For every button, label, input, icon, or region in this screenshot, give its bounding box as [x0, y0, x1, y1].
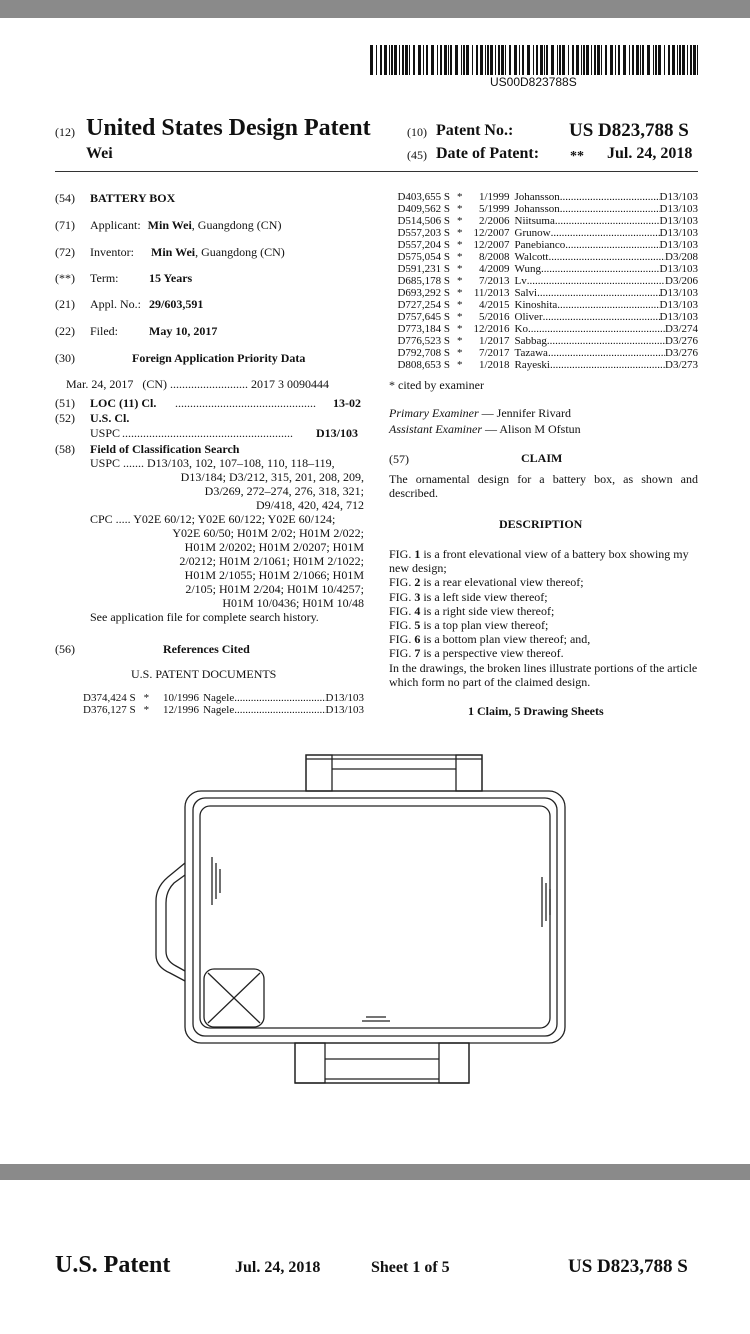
- reference-row: [388, 203, 698, 215]
- barcode-bar: [546, 45, 548, 75]
- ref-name: Sabbag: [514, 335, 547, 347]
- broken-lines-note: In the drawings, the broken lines illustrate portions of the article which form no part of the claimed design.: [389, 660, 698, 689]
- description-heading: DESCRIPTION: [499, 517, 583, 531]
- ref-class: D13/103: [659, 227, 698, 239]
- barcode-bar: [505, 45, 506, 75]
- ref-class: D13/103: [325, 692, 364, 704]
- barcode-bar: [480, 45, 483, 75]
- ref-dots: [551, 227, 660, 239]
- ref-mark: *: [457, 335, 463, 347]
- barcode-bar: [440, 45, 442, 75]
- barcode-bar: [687, 45, 688, 75]
- inventor-name: Min Wei: [151, 245, 196, 259]
- barcode-bar: [399, 45, 400, 75]
- ref-number: D792,708 S: [397, 347, 450, 359]
- barcode-bar: [418, 45, 421, 75]
- ref-date: 12/2007: [473, 227, 510, 239]
- code-22: (22): [55, 324, 75, 338]
- barcode-bar: [536, 45, 538, 75]
- barcode-bar: [380, 45, 382, 75]
- ref-mark: *: [457, 275, 463, 287]
- ref-date: 11/2013: [473, 287, 510, 299]
- ref-number: D685,178 S: [397, 275, 450, 287]
- ref-dots: [234, 692, 325, 704]
- priority-line: Mar. 24, 2017 (CN) .......................... 2017 3 0090444: [66, 377, 329, 391]
- barcode-bar: [557, 45, 558, 75]
- field-heading: Field of Classification Search: [90, 442, 240, 456]
- ref-number: D409,562 S: [397, 203, 450, 215]
- uspc-dots: .........................................................: [122, 426, 293, 440]
- ref-dots: [547, 335, 665, 347]
- barcode-bar: [402, 45, 404, 75]
- ref-name: Kinoshita: [514, 299, 558, 311]
- ref-class: D13/103: [659, 287, 698, 299]
- inventor-place: , Guangdong (CN): [195, 245, 285, 259]
- ref-class: D13/103: [659, 203, 698, 215]
- ref-date: 12/2007: [473, 239, 510, 251]
- barcode-bar: [444, 45, 447, 75]
- field-line: H01M 10/0436; H01M 10/48: [222, 596, 364, 610]
- barcode-bar: [594, 45, 596, 75]
- ref-date: 1/2017: [478, 335, 510, 347]
- ref-number: D776,523 S: [397, 335, 450, 347]
- ref-name: Oliver: [514, 311, 543, 323]
- barcode-bar: [405, 45, 408, 75]
- ref-mark: *: [143, 704, 150, 716]
- barcode-bar: [640, 45, 641, 75]
- code-72: (72): [55, 245, 75, 259]
- barcode-bar: [601, 45, 602, 75]
- reference-row: [388, 359, 698, 371]
- barcode-bar: [572, 45, 574, 75]
- barcode-bar: [476, 45, 478, 75]
- ref-date: 5/2016: [478, 311, 510, 323]
- barcode-bar: [583, 45, 585, 75]
- barcode-bar: [384, 45, 387, 75]
- barcode-bar: [682, 45, 685, 75]
- ref-class: D13/103: [325, 704, 364, 716]
- barcode-bar: [533, 45, 534, 75]
- field-of-search-block: [90, 456, 364, 624]
- ref-date: 4/2015: [478, 299, 510, 311]
- fig-line: FIG. 3 is a left side view thereof;: [389, 589, 548, 604]
- reference-row: [388, 323, 698, 335]
- ref-date: 12/1996: [163, 704, 200, 716]
- reference-row: [83, 692, 364, 704]
- code-45: (45): [407, 148, 427, 162]
- barcode-bar: [485, 45, 486, 75]
- ref-date: 8/2008: [478, 251, 510, 263]
- code-30: (30): [55, 351, 75, 365]
- reference-row: [388, 311, 698, 323]
- applicant-label: Applicant:: [90, 218, 141, 232]
- ref-dots: [560, 203, 660, 215]
- ref-class: D3/208: [665, 251, 698, 263]
- barcode-bar: [679, 45, 681, 75]
- battery-box-drawing: [150, 745, 600, 1095]
- ref-number: D693,292 S: [397, 287, 450, 299]
- barcode-bar: [455, 45, 458, 75]
- barcode-bar: [463, 45, 465, 75]
- ref-number: D557,203 S: [397, 227, 450, 239]
- field-line: D3/269, 272–274, 276, 318, 321;: [204, 484, 364, 498]
- ref-dots: [548, 347, 665, 359]
- barcode-bar: [450, 45, 452, 75]
- barcode-bar: [605, 45, 607, 75]
- barcode-bar: [655, 45, 657, 75]
- field-line: Y02E 60/50; H01M 2/02; H01M 2/022;: [172, 526, 364, 540]
- barcode-bar: [426, 45, 428, 75]
- barcode-bar: [629, 45, 630, 75]
- patent-no-label: Patent No.:: [436, 122, 514, 139]
- loc-dots: ...............................................: [175, 396, 316, 410]
- reference-row: [388, 299, 698, 311]
- ref-date: 1/2018: [478, 359, 510, 371]
- priority-heading: Foreign Application Priority Data: [132, 351, 306, 365]
- ref-class: D3/273: [665, 359, 698, 371]
- ref-class: D13/103: [659, 215, 698, 227]
- ref-number: D773,184 S: [397, 323, 450, 335]
- ref-date: 7/2013: [478, 275, 510, 287]
- inventor-surname: Wei: [86, 145, 113, 162]
- loc-label: LOC (11) Cl.: [90, 396, 157, 410]
- ref-dots: [555, 215, 660, 227]
- ref-name: Wung: [514, 263, 541, 275]
- barcode-bar: [647, 45, 650, 75]
- code-52: (52): [55, 411, 75, 425]
- barcode-bar: [514, 45, 517, 75]
- reference-row: [83, 704, 364, 716]
- barcode-bar: [423, 45, 424, 75]
- ref-name: Walcott: [514, 251, 549, 263]
- ref-class: D13/103: [659, 299, 698, 311]
- barcode-bar: [677, 45, 678, 75]
- barcode-bar: [597, 45, 600, 75]
- ref-date: 12/2016: [473, 323, 510, 335]
- ref-class: D13/103: [659, 239, 698, 251]
- reference-row: [388, 215, 698, 227]
- ref-mark: *: [143, 692, 150, 704]
- ref-name: Johansson: [514, 191, 560, 203]
- references-heading: References Cited: [163, 642, 250, 656]
- barcode-bar: [642, 45, 644, 75]
- barcode-bar: [461, 45, 462, 75]
- top-gray-bar: [0, 0, 750, 18]
- claim-text: The ornamental design for a battery box, as shown and described.: [389, 472, 698, 500]
- date-of-patent: Jul. 24, 2018: [607, 145, 693, 162]
- field-line: 2/105; H01M 2/204; H01M 10/4257;: [185, 582, 364, 596]
- ref-dots: [550, 359, 665, 371]
- us-cl-label: U.S. Cl.: [90, 411, 130, 425]
- barcode-bar: [591, 45, 592, 75]
- ref-dots: [528, 323, 665, 335]
- fig-line: FIG. 2 is a rear elevational view thereof;: [389, 575, 584, 590]
- ref-mark: *: [457, 323, 463, 335]
- ref-date: 2/2006: [478, 215, 510, 227]
- reference-row: [388, 287, 698, 299]
- primary-examiner-line: [389, 406, 571, 421]
- inventor-line: [90, 245, 285, 260]
- ref-class: D3/274: [665, 323, 698, 335]
- document-type-title: United States Design Patent: [86, 115, 371, 141]
- code-71: (71): [55, 218, 75, 232]
- barcode-bar: [501, 45, 504, 75]
- ref-mark: *: [457, 251, 463, 263]
- ref-name: Nagele: [203, 692, 235, 704]
- applicant-line: [90, 218, 281, 233]
- assistant-examiner-name: — Alison M Ofstun: [485, 422, 581, 436]
- footer-sheet: Sheet 1 of 5: [371, 1259, 450, 1276]
- barcode-bar: [522, 45, 524, 75]
- barcode-bar: [586, 45, 589, 75]
- claims-sheets-count: 1 Claim, 5 Drawing Sheets: [468, 704, 604, 718]
- barcode-bar: [697, 45, 698, 75]
- barcode-bar: [636, 45, 639, 75]
- footer-date: Jul. 24, 2018: [235, 1259, 321, 1276]
- ref-mark: *: [457, 227, 463, 239]
- field-line: D9/418, 420, 424, 712: [256, 498, 364, 512]
- ref-dots: [541, 263, 660, 275]
- ref-dots: [234, 704, 325, 716]
- barcode-bar: [376, 45, 377, 75]
- ref-name: Lv: [514, 275, 527, 287]
- bottom-gray-bar: [0, 1164, 750, 1180]
- ref-class: D3/276: [665, 335, 698, 347]
- barcode-bar: [413, 45, 415, 75]
- barcode-bar: [394, 45, 397, 75]
- ref-name: Tazawa: [514, 347, 548, 359]
- barcode-bar: [568, 45, 569, 75]
- primary-examiner-label: Primary Examiner: [389, 406, 479, 420]
- barcode-bar: [437, 45, 438, 75]
- applicant-name: Min Wei: [147, 218, 192, 232]
- field-line: CPC ..... Y02E 60/12; Y02E 60/122; Y02E 60/124;: [90, 512, 336, 526]
- term-value: 15 Years: [149, 271, 193, 285]
- barcode-bar: [693, 45, 696, 75]
- barcode-bar: [448, 45, 449, 75]
- uspc-value: D13/103: [316, 426, 358, 440]
- barcode-bar: [389, 45, 390, 75]
- barcode-bar: [623, 45, 626, 75]
- fig-line: FIG. 1 is a front elevational view of a battery box showing my new design;: [389, 547, 689, 576]
- barcode-bar: [618, 45, 620, 75]
- filed-value: May 10, 2017: [149, 324, 218, 338]
- ref-mark: *: [457, 359, 463, 371]
- ref-number: D591,231 S: [397, 263, 450, 275]
- ref-dots: [565, 239, 659, 251]
- footer-patent-number: US D823,788 S: [568, 1256, 688, 1277]
- barcode-bar: [668, 45, 670, 75]
- field-line: H01M 2/0202; H01M 2/0207; H01M: [184, 540, 364, 554]
- reference-row: [388, 239, 698, 251]
- ref-dots: [543, 311, 660, 323]
- ref-dots: [557, 299, 659, 311]
- ref-date: 7/2017: [478, 347, 510, 359]
- barcode-bar: [562, 45, 565, 75]
- ref-number: D808,653 S: [397, 359, 450, 371]
- ref-mark: *: [457, 299, 463, 311]
- code-58: (58): [55, 442, 75, 456]
- code-12: (12): [55, 125, 75, 139]
- ref-class: D13/103: [659, 311, 698, 323]
- barcode-bar: [664, 45, 665, 75]
- term-label: Term:: [90, 271, 119, 285]
- barcode-bar: [610, 45, 613, 75]
- barcode-bar: [632, 45, 634, 75]
- barcode-bar: [615, 45, 616, 75]
- ref-dots: [548, 251, 665, 263]
- ref-mark: *: [457, 263, 463, 275]
- code-21: (21): [55, 297, 75, 311]
- ref-number: D575,054 S: [397, 251, 450, 263]
- see-application-note: See application file for complete search history.: [90, 610, 319, 624]
- ref-name: Grunow: [514, 227, 551, 239]
- barcode-bar: [431, 45, 434, 75]
- primary-examiner-name: — Jennifer Rivard: [481, 406, 571, 420]
- field-line: H01M 2/1055; H01M 2/1066; H01M: [184, 568, 364, 582]
- ref-mark: *: [457, 239, 463, 251]
- footer-us-patent: U.S. Patent: [55, 1252, 171, 1278]
- ref-date: 10/1996: [163, 692, 200, 704]
- code-56: (56): [55, 642, 75, 656]
- barcode-bar: [527, 45, 530, 75]
- ref-class: D13/103: [659, 263, 698, 275]
- ref-dots: [537, 287, 659, 299]
- filed-label: Filed:: [90, 324, 119, 338]
- applicant-place: , Guangdong (CN): [191, 218, 282, 232]
- ref-mark: *: [457, 215, 463, 227]
- reference-row: [388, 251, 698, 263]
- field-line: 2/0212; H01M 2/1061; H01M 2/1022;: [179, 554, 364, 568]
- ref-number: D727,254 S: [397, 299, 450, 311]
- ref-dots: [527, 275, 665, 287]
- barcode-bar: [472, 45, 473, 75]
- ref-class: D3/276: [665, 347, 698, 359]
- barcode-bar: [509, 45, 511, 75]
- description-figs: [389, 547, 698, 689]
- reference-row: [388, 191, 698, 203]
- barcode-bar: [551, 45, 554, 75]
- field-line: D13/184; D3/212, 315, 201, 208, 209,: [180, 470, 364, 484]
- field-line: USPC ....... D13/103, 102, 107–108, 110, 118–119,: [90, 456, 335, 470]
- fig-line: FIG. 7 is a perspective view thereof.: [389, 646, 564, 661]
- code-term: (**): [55, 271, 75, 285]
- uspc-label: USPC: [90, 426, 121, 440]
- claim-code: (57): [389, 452, 409, 466]
- barcode-bar: [544, 45, 545, 75]
- fig-line: FIG. 5 is a top plan view thereof;: [389, 618, 549, 633]
- assistant-examiner-label: Assistant Examiner: [389, 422, 482, 436]
- inventor-label: Inventor:: [90, 245, 134, 259]
- barcode-bar: [370, 45, 373, 75]
- ref-mark: *: [457, 203, 463, 215]
- ref-date: 5/1999: [478, 203, 510, 215]
- barcode-bar: [658, 45, 661, 75]
- code-10: (10): [407, 125, 427, 139]
- ref-name: Rayeski: [514, 359, 550, 371]
- reference-row: [388, 347, 698, 359]
- barcode-bar: [487, 45, 489, 75]
- ref-name: Johansson: [514, 203, 560, 215]
- assistant-examiner-line: [389, 422, 581, 437]
- ref-name: Niitsuma: [514, 215, 555, 227]
- barcode-bar: [490, 45, 493, 75]
- header-divider: [55, 171, 698, 172]
- reference-row: [388, 275, 698, 287]
- ref-class: D13/103: [659, 191, 698, 203]
- ref-number: D376,127 S: [83, 704, 136, 716]
- ref-name: Salvi: [514, 287, 538, 299]
- ref-name: Panebianco: [514, 239, 566, 251]
- ref-mark: *: [457, 347, 463, 359]
- ref-number: D403,655 S: [397, 191, 450, 203]
- barcode-text: US00D823788S: [490, 75, 577, 89]
- barcode-bar: [690, 45, 692, 75]
- ref-mark: *: [457, 191, 463, 203]
- barcode-bar: [653, 45, 654, 75]
- barcode-bar: [581, 45, 582, 75]
- date-of-patent-label: Date of Patent:: [436, 145, 540, 162]
- us-patent-documents-heading: U.S. PATENT DOCUMENTS: [131, 667, 277, 681]
- ref-name: Nagele: [203, 704, 235, 716]
- barcode-bar: [495, 45, 496, 75]
- barcode-bar: [576, 45, 579, 75]
- date-marker: **: [570, 149, 584, 164]
- fig-line: FIG. 4 is a right side view thereof;: [389, 603, 555, 618]
- barcode-bar: [466, 45, 469, 75]
- design-title: BATTERY BOX: [90, 191, 176, 205]
- ref-class: D3/206: [665, 275, 698, 287]
- reference-row: [388, 227, 698, 239]
- fig-line: FIG. 6 is a bottom plan view thereof; and,: [389, 632, 591, 647]
- barcode-image: [370, 45, 700, 75]
- ref-date: 4/2009: [478, 263, 510, 275]
- barcode-bar: [391, 45, 393, 75]
- appl-no-label: Appl. No.:: [90, 297, 141, 311]
- reference-row: [388, 335, 698, 347]
- barcode-bar: [409, 45, 410, 75]
- ref-number: D557,204 S: [397, 239, 450, 251]
- ref-mark: *: [457, 287, 463, 299]
- ref-dots: [560, 191, 660, 203]
- claim-heading: CLAIM: [521, 451, 563, 465]
- ref-name: Ko: [514, 323, 528, 335]
- cited-by-examiner: * cited by examiner: [389, 378, 484, 392]
- code-51: (51): [55, 396, 75, 410]
- reference-row: [388, 263, 698, 275]
- code-54: (54): [55, 191, 75, 205]
- barcode-bar: [559, 45, 561, 75]
- appl-no-value: 29/603,591: [149, 297, 204, 311]
- ref-number: D757,645 S: [397, 311, 450, 323]
- barcode-bar: [519, 45, 520, 75]
- loc-value: 13-02: [333, 396, 361, 410]
- barcode-bar: [672, 45, 675, 75]
- barcode-bar: [540, 45, 543, 75]
- ref-number: D374,424 S: [83, 692, 136, 704]
- ref-number: D514,506 S: [397, 215, 450, 227]
- patent-number: US D823,788 S: [569, 120, 689, 141]
- ref-date: 1/1999: [478, 191, 510, 203]
- barcode-bar: [498, 45, 500, 75]
- ref-mark: *: [457, 311, 463, 323]
